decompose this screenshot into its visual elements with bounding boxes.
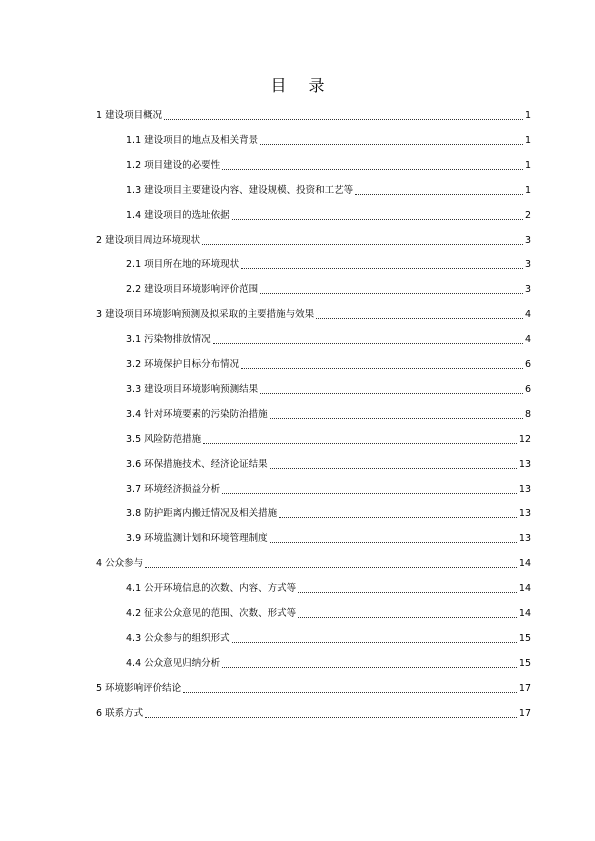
toc-dot-leader [202, 244, 523, 245]
toc-entry-page-number: 15 [518, 632, 531, 644]
toc-entry[interactable] [96, 679, 531, 695]
toc-entry[interactable] [126, 455, 531, 471]
toc-entry-label: 3.8 防护距离内搬迁情况及相关措施 [126, 508, 278, 520]
toc-entry-label: 2 建设项目周边环境现状 [96, 234, 201, 246]
toc-entry-label: 1.2 项目建设的必要性 [126, 159, 221, 171]
toc-entry[interactable] [126, 405, 531, 421]
toc-entry-page-number: 6 [524, 359, 531, 370]
toc-entry-page-number: 12 [518, 433, 531, 445]
toc-entry-page-number: 3 [524, 284, 531, 296]
toc-entry[interactable] [126, 380, 531, 396]
toc-entry-page-number: 1 [524, 159, 531, 171]
toc-entry-label: 4.2 征求公众意见的范围、次数、形式等 [126, 608, 297, 619]
toc-entry-page-number: 6 [524, 383, 531, 395]
toc-dot-leader [260, 144, 523, 145]
toc-entry-page-number: 2 [524, 209, 531, 221]
toc-entry-page-number: 14 [518, 608, 531, 619]
toc-dot-leader [355, 194, 523, 195]
toc-entry-label: 2.2 建设项目环境影响评价范围 [126, 284, 259, 296]
toc-entry-label: 4.3 公众参与的组织形式 [126, 632, 230, 644]
toc-entry-label: 4.1 公开环境信息的次数、内容、方式等 [126, 583, 297, 595]
toc-entry-page-number: 8 [524, 408, 531, 420]
toc-entry-label: 3.9 环境监测计划和环境管理制度 [126, 533, 268, 545]
toc-entry[interactable] [96, 704, 531, 720]
toc-dot-leader [241, 268, 523, 269]
toc-entry[interactable] [126, 604, 531, 620]
toc-dot-leader [260, 393, 523, 394]
toc-entry-label: 3.7 环境经济损益分析 [126, 483, 221, 495]
toc-entry-label: 3.5 风险防范措施 [126, 433, 202, 445]
toc-entry[interactable] [126, 504, 531, 520]
toc-title: 目录 [270, 76, 347, 95]
toc-entry-page-number: 14 [518, 558, 531, 570]
toc-dot-leader [222, 667, 517, 668]
toc-entry-label: 5 环境影响评价结论 [96, 682, 182, 694]
toc-entry[interactable] [126, 529, 531, 545]
toc-dot-leader [260, 293, 523, 294]
toc-entry-label: 1.1 建设项目的地点及相关背景 [126, 134, 259, 146]
toc-dot-leader [316, 318, 523, 319]
toc-dot-leader [279, 517, 517, 518]
toc-entry-label: 4 公众参与 [96, 558, 144, 570]
toc-entry[interactable] [126, 330, 531, 346]
toc-dot-leader [145, 567, 517, 568]
toc-entry-label: 6 联系方式 [96, 707, 144, 719]
toc-dot-leader [241, 368, 523, 369]
toc-dot-leader [270, 542, 517, 543]
toc-entry[interactable] [96, 554, 531, 570]
toc-entry-page-number: 1 [524, 184, 531, 196]
toc-entry[interactable] [126, 480, 531, 496]
toc-entry-page-number: 13 [518, 458, 531, 470]
toc-entry[interactable] [126, 280, 531, 296]
toc-entry[interactable] [126, 579, 531, 595]
toc-entry[interactable] [126, 355, 531, 371]
toc-entry-label: 3.4 针对环境要素的污染防治措施 [126, 408, 268, 420]
toc-entry[interactable] [126, 181, 531, 197]
toc-entry[interactable] [96, 231, 531, 247]
toc-entry-page-number: 4 [524, 309, 531, 321]
toc-entry-label: 3.3 建设项目环境影响预测结果 [126, 383, 259, 395]
toc-dot-leader [222, 169, 523, 170]
toc-dot-leader [298, 617, 517, 618]
toc-entry-label: 1.3 建设项目主要建设内容、建设规模、投资和工艺等 [126, 184, 354, 196]
toc-dot-leader [232, 219, 523, 220]
toc-entry-page-number: 3 [524, 259, 531, 271]
toc-entry-page-number: 3 [524, 234, 531, 246]
toc-entry-page-number: 13 [518, 533, 531, 545]
toc-entry[interactable] [126, 206, 531, 222]
toc-entry-page-number: 14 [518, 583, 531, 595]
toc-dot-leader [164, 119, 523, 120]
toc-dot-leader [222, 493, 517, 494]
toc-entry-label: 3 建设项目环境影响预测及拟采取的主要措施与效果 [96, 309, 315, 321]
toc-entry-page-number: 13 [518, 483, 531, 495]
toc-entry[interactable] [126, 654, 531, 670]
toc-dot-leader [298, 592, 517, 593]
toc-entry[interactable] [126, 156, 531, 172]
toc-entry-page-number: 1 [524, 110, 531, 121]
toc-entry-label: 1.4 建设项目的选址依据 [126, 209, 230, 221]
toc-dot-leader [213, 343, 523, 344]
toc-entry-label: 1 建设项目概况 [96, 110, 163, 121]
toc-entry[interactable] [126, 430, 531, 446]
toc-dot-leader [145, 717, 517, 718]
toc-entry-page-number: 17 [518, 682, 531, 694]
toc-entry[interactable] [96, 106, 531, 122]
toc-entry-label: 3.1 污染物排放情况 [126, 334, 211, 346]
toc-dot-leader [183, 692, 517, 693]
toc-dot-leader [203, 443, 517, 444]
toc-entry-label: 2.1 项目所在地的环境现状 [126, 259, 240, 271]
toc-entry[interactable] [126, 255, 531, 271]
toc-entry[interactable] [96, 305, 531, 321]
toc-entry-page-number: 4 [524, 334, 531, 346]
toc-entry-label: 3.2 环境保护目标分布情况 [126, 359, 240, 370]
toc-entry-label: 3.6 环保措施技术、经济论证结果 [126, 458, 268, 470]
toc-entry-label: 4.4 公众意见归纳分析 [126, 657, 221, 669]
toc-entry-page-number: 1 [524, 134, 531, 146]
toc-entry[interactable] [126, 629, 531, 645]
toc-entry-page-number: 15 [518, 657, 531, 669]
toc-dot-leader [270, 468, 517, 469]
toc-entry[interactable] [126, 131, 531, 147]
toc-dot-leader [232, 642, 517, 643]
toc-dot-leader [270, 418, 523, 419]
toc-entry-page-number: 17 [518, 707, 531, 719]
toc-entry-page-number: 13 [518, 508, 531, 520]
